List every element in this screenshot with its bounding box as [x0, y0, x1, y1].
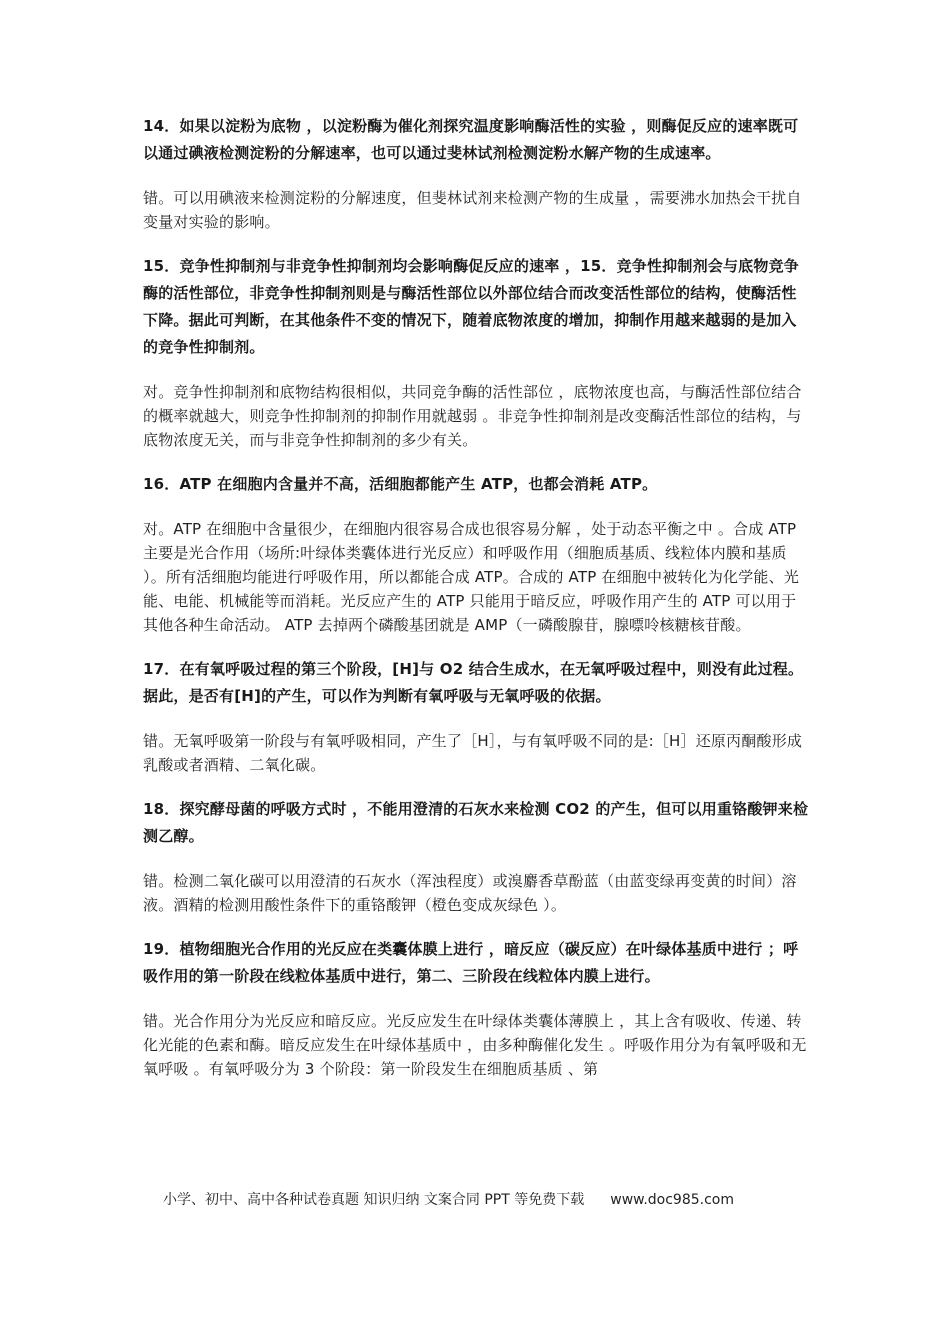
- question-item-19: [143, 936, 809, 1081]
- answer-text: 错。光合作用分为光反应和暗反应。光反应发生在叶绿体类囊体薄膜上 ，其上含有吸收、传递、转化光能的色素和酶。暗反应发生在叶绿体基质中 ，由多种酶催化发生 。呼吸作用分为有氧呼吸和无氧呼吸 。有氧呼吸分为 3 个阶段：第一阶段发生在细胞质基质 、第: [143, 1012, 807, 1078]
- question-text: 16．ATP 在细胞内含量并不高，活细胞都能产生 ATP，也都会消耗 ATP。: [143, 475, 658, 493]
- question-item-17: [143, 656, 809, 777]
- page-footer: [163, 1189, 803, 1211]
- footer-site-link[interactable]: www.doc985.com: [610, 1192, 734, 1208]
- question-text: 19．植物细胞光合作用的光反应在类囊体膜上进行 ，暗反应（碳反应）在叶绿体基质中进行 ；呼吸作用的第一阶段在线粒体基质中进行，第二、三阶段在线粒体内膜上进行。: [143, 940, 799, 985]
- question-item-18: [143, 796, 809, 917]
- question-item-14: [143, 113, 809, 234]
- question-item-15: [143, 253, 809, 452]
- answer-text: 错。可以用碘液来检测淀粉的分解速度，但斐林试剂来检测产物的生成量 ，需要沸水加热会干扰自变量对实验的影响。: [143, 189, 802, 231]
- footer-text: 小学、初中、高中各种试卷真题 知识归纳 文案合同 PPT 等免费下载: [163, 1192, 585, 1208]
- document-body: [143, 113, 809, 1100]
- question-text: 18．探究酵母菌的呼吸方式时 ，不能用澄清的石灰水来检测 CO2 的产生，但可以用重铬酸钾来检测乙醇。: [143, 800, 809, 845]
- question-item-16: [143, 471, 809, 637]
- question-text: 15．竞争性抑制剂与非竞争性抑制剂均会影响酶促反应的速率 ，15．竞争性抑制剂会与底物竞争酶的活性部位，非竞争性抑制剂则是与酶活性部位以外部位结合而改变活性部位的结构，使酶活性下降。据此可判断，在其他条件不变的情况下，随着底物浓度的增加，抑制作用越来越弱的是加入的竞争性抑制剂。: [143, 257, 799, 356]
- answer-text: 对。竞争性抑制剂和底物结构很相似，共同竞争酶的活性部位 ，底物浓度也高，与酶活性部位结合的概率就越大，则竞争性抑制剂的抑制作用就越弱 。非竞争性抑制剂是改变酶活性部位的结构，与底物浓度无关，而与非竞争性抑制剂的多少有关。: [143, 383, 802, 449]
- question-text: 17．在有氧呼吸过程的第三个阶段，[H]与 O2 结合生成水，在无氧呼吸过程中，则没有此过程。据此，是否有[H]的产生，可以作为判断有氧呼吸与无氧呼吸的依据。: [143, 660, 804, 705]
- answer-text: 对。ATP 在细胞中含量很少，在细胞内很容易合成也很容易分解 ，处于动态平衡之中 。合成 ATP 主要是光合作用（场所:叶绿体类囊体进行光反应）和呼吸作用（细胞质基质、线粒体内膜和基质 ）。所有活细胞均能进行呼吸作用，所以都能合成 ATP。合成的 ATP 在细胞中被转化为化学能、光能、电能、机械能等而消耗。光反应产生的 ATP 只能用于暗反应，呼吸作用产生的 ATP 可以用于其他各种生命活动。 ATP 去掉两个磷酸基团就是 AMP（一磷酸腺苷，腺嘌呤核糖核苷酸。: [143, 520, 800, 634]
- answer-text: 错。检测二氧化碳可以用澄清的石灰水（浑浊程度）或溴麝香草酚蓝（由蓝变绿再变黄的时间）溶液。酒精的检测用酸性条件下的重铬酸钾（橙色变成灰绿色 ）。: [143, 872, 797, 914]
- answer-text: 错。无氧呼吸第一阶段与有氧呼吸相同，产生了［H］，与有氧呼吸不同的是:［H］还原丙酮酸形成乳酸或者酒精、二氧化碳。: [143, 732, 803, 774]
- question-text: 14．如果以淀粉为底物 ，以淀粉酶为催化剂探究温度影响酶活性的实验 ，则酶促反应的速率既可以通过碘液检测淀粉的分解速率，也可以通过斐林试剂检测淀粉水解产物的生成速率。: [143, 117, 799, 162]
